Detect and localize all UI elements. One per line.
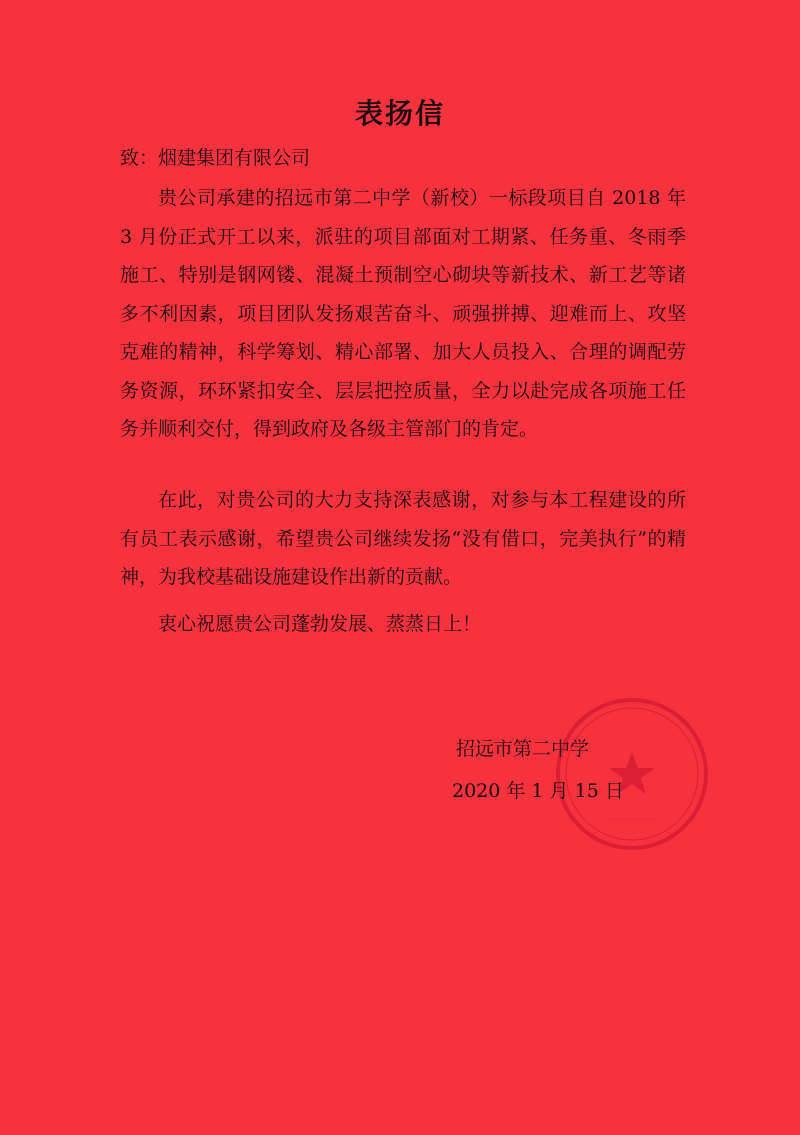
- letter-paragraph-2: 在此，对贵公司的大力支持深表感谢，对参与本工程建设的所有员工表示感谢，希望贵公司继续发扬“没有借口，完美执行”的精神，为我校基础设施建设作出新的贡献。: [120, 489, 686, 588]
- letter-title: 表扬信: [354, 97, 445, 130]
- letter-greeting: 致：烟建集团有限公司: [120, 147, 311, 169]
- letter-paragraph-1: 贵公司承建的招远市第二中学（新校）一标段项目自 2018 年 3 月份正式开工以来，派驻的项目部面对工期紧、任务重、冬雨季施工、特别是钢网镂、混凝土预制空心砌块等新技术、新工艺等诸多不利因素，项目团队发扬艰苦奋斗、顽强拼搏、迎难而上、攻坚克难的精神，科学筹划、精心部署、加大人员投入、合理的调配劳务资源，环环紧扣安全、层层把控质量，全力以赴完成各项施工任务并顺利交付，得到政府及各级主管部门的肯定。: [120, 187, 686, 440]
- letter-signature: 招远市第二中学: [456, 738, 590, 760]
- letter-date: 2020 年 1 月 15 日: [452, 780, 624, 802]
- svg-text:·················: ·················: [607, 815, 657, 825]
- letter-paragraph-3: 衷心祝愿贵公司蓬勃发展、蒸蒸日上！: [158, 613, 482, 635]
- red-star-seal-icon: [552, 694, 712, 854]
